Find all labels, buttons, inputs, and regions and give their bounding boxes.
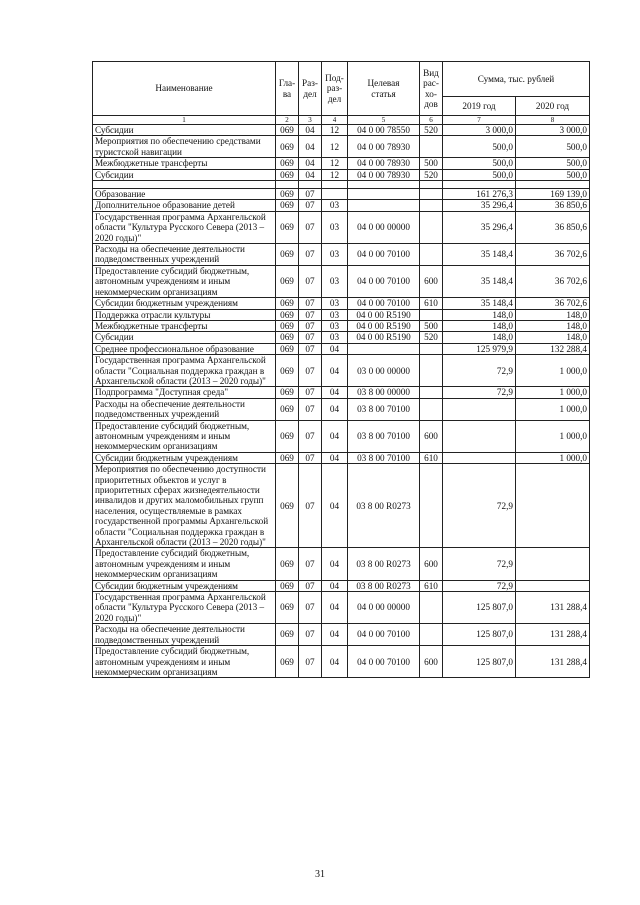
row-podrazdel: 04 [322, 343, 348, 354]
row-razdel: 07 [299, 420, 322, 452]
table-row [93, 265, 590, 297]
row-sum-2020: 169 139,0 [516, 189, 590, 200]
row-expense-type [420, 592, 443, 624]
row-glava: 069 [276, 309, 299, 320]
row-target-article: 03 0 00 00000 [348, 355, 420, 387]
row-name: Субсидии [93, 332, 276, 343]
row-name: Расходы на обеспечение деятельности подведомственных учреждений [93, 398, 276, 420]
col-header-glava: Гла- ва [276, 62, 299, 116]
row-glava: 069 [276, 298, 299, 309]
row-podrazdel: 04 [322, 592, 348, 624]
row-name: Субсидии бюджетным учреждениям [93, 580, 276, 591]
row-expense-type: 610 [420, 298, 443, 309]
row-expense-type: 500 [420, 320, 443, 331]
row-name: Субсидии бюджетным учреждениям [93, 298, 276, 309]
row-podrazdel: 12 [322, 125, 348, 136]
budget-table [92, 61, 590, 678]
row-razdel: 07 [299, 580, 322, 591]
row-sum-2020: 36 702,6 [516, 265, 590, 297]
table-row [93, 189, 590, 200]
row-podrazdel: 04 [322, 452, 348, 463]
row-glava: 069 [276, 343, 299, 354]
row-name: Предоставление субсидий бюджетным, автономным учреждениям и иным некоммерческим организациям [93, 420, 276, 452]
row-razdel: 07 [299, 298, 322, 309]
row-expense-type [420, 464, 443, 548]
row-sum-2019: 500,0 [443, 158, 516, 169]
row-sum-2020: 36 702,6 [516, 244, 590, 266]
column-index-cell: 8 [516, 116, 590, 125]
row-razdel: 04 [299, 158, 322, 169]
row-sum-2019: 148,0 [443, 320, 516, 331]
row-sum-2019: 148,0 [443, 309, 516, 320]
row-sum-2020: 1 000,0 [516, 420, 590, 452]
row-sum-2020 [516, 548, 590, 580]
row-expense-type [420, 624, 443, 646]
row-sum-2020: 500,0 [516, 136, 590, 158]
row-name: Подпрограмма "Доступная среда" [93, 387, 276, 398]
table-row [93, 211, 590, 243]
table-row [93, 298, 590, 309]
column-index-cell: 5 [348, 116, 420, 125]
empty-cell [516, 181, 590, 189]
table-row [93, 332, 590, 343]
row-sum-2019: 35 296,4 [443, 211, 516, 243]
column-index-cell: 3 [299, 116, 322, 125]
table-row [93, 624, 590, 646]
row-target-article: 04 0 00 70100 [348, 265, 420, 297]
row-name: Субсидии [93, 125, 276, 136]
row-glava: 069 [276, 200, 299, 211]
col-header-vid: Вид рас- хо- дов [420, 62, 443, 116]
row-sum-2020: 36 702,6 [516, 298, 590, 309]
row-sum-2019: 72,9 [443, 580, 516, 591]
row-sum-2020: 148,0 [516, 332, 590, 343]
row-expense-type [420, 244, 443, 266]
row-expense-type: 500 [420, 158, 443, 169]
table-row [93, 136, 590, 158]
table-row [93, 244, 590, 266]
table-row-empty [93, 181, 590, 189]
col-header-2020: 2020 год [516, 97, 590, 116]
row-razdel: 07 [299, 646, 322, 678]
row-razdel: 07 [299, 398, 322, 420]
row-razdel: 07 [299, 452, 322, 463]
row-target-article: 04 0 00 00000 [348, 592, 420, 624]
row-name: Предоставление субсидий бюджетным, автономным учреждениям и иным некоммерческим организациям [93, 646, 276, 678]
row-target-article: 03 8 00 70100 [348, 452, 420, 463]
row-podrazdel: 03 [322, 309, 348, 320]
table-row [93, 320, 590, 331]
row-name: Субсидии бюджетным учреждениям [93, 452, 276, 463]
table-row [93, 200, 590, 211]
row-razdel: 07 [299, 244, 322, 266]
row-glava: 069 [276, 464, 299, 548]
row-sum-2020 [516, 580, 590, 591]
row-razdel: 07 [299, 387, 322, 398]
row-podrazdel: 03 [322, 200, 348, 211]
col-header-podrazdel: Под- раз- дел [322, 62, 348, 116]
row-target-article [348, 343, 420, 354]
row-sum-2020: 131 288,4 [516, 592, 590, 624]
row-glava: 069 [276, 548, 299, 580]
row-podrazdel: 04 [322, 580, 348, 591]
row-sum-2019: 72,9 [443, 464, 516, 548]
row-podrazdel: 03 [322, 320, 348, 331]
row-podrazdel: 03 [322, 265, 348, 297]
row-expense-type [420, 355, 443, 387]
row-name: Поддержка отрасли культуры [93, 309, 276, 320]
row-target-article: 04 0 00 70100 [348, 244, 420, 266]
row-glava: 069 [276, 355, 299, 387]
row-sum-2019: 72,9 [443, 548, 516, 580]
table-row [93, 452, 590, 463]
row-expense-type [420, 309, 443, 320]
row-razdel: 07 [299, 265, 322, 297]
row-target-article: 03 8 00 R0273 [348, 548, 420, 580]
row-sum-2020: 1 000,0 [516, 355, 590, 387]
table-row [93, 387, 590, 398]
row-razdel: 07 [299, 189, 322, 200]
row-glava: 069 [276, 624, 299, 646]
row-razdel: 07 [299, 355, 322, 387]
row-expense-type: 600 [420, 265, 443, 297]
row-name: Дополнительное образование детей [93, 200, 276, 211]
row-glava: 069 [276, 580, 299, 591]
row-expense-type: 600 [420, 548, 443, 580]
row-name: Расходы на обеспечение деятельности подведомственных учреждений [93, 244, 276, 266]
row-target-article: 04 0 00 78930 [348, 158, 420, 169]
row-target-article: 04 0 00 70100 [348, 624, 420, 646]
column-index-cell: 2 [276, 116, 299, 125]
column-index-cell: 7 [443, 116, 516, 125]
row-podrazdel: 04 [322, 387, 348, 398]
column-index-cell: 1 [93, 116, 276, 125]
row-razdel: 04 [299, 125, 322, 136]
table-row [93, 548, 590, 580]
table-row [93, 646, 590, 678]
row-name: Мероприятия по обеспечению доступности приоритетных объектов и услуг в приоритетных сферах жизнедеятельности инвалидов и других маломобильных групп населения, осуществляемые в рамках государственной программы Архангельской области "Социальная поддержка граждан в Архангельской области (2013 – 2020 годы)" [93, 464, 276, 548]
row-expense-type [420, 211, 443, 243]
row-expense-type [420, 387, 443, 398]
row-sum-2019 [443, 452, 516, 463]
row-glava: 069 [276, 332, 299, 343]
row-name: Среднее профессиональное образование [93, 343, 276, 354]
row-podrazdel: 04 [322, 624, 348, 646]
row-target-article: 03 8 00 R0273 [348, 464, 420, 548]
row-podrazdel: 04 [322, 355, 348, 387]
empty-cell [93, 181, 276, 189]
row-glava: 069 [276, 265, 299, 297]
row-podrazdel: 04 [322, 398, 348, 420]
row-expense-type [420, 343, 443, 354]
row-expense-type: 610 [420, 580, 443, 591]
row-sum-2020: 148,0 [516, 320, 590, 331]
empty-cell [322, 181, 348, 189]
row-name: Расходы на обеспечение деятельности подведомственных учреждений [93, 624, 276, 646]
row-expense-type [420, 398, 443, 420]
row-sum-2020: 3 000,0 [516, 125, 590, 136]
row-name: Предоставление субсидий бюджетным, автономным учреждениям и иным некоммерческим организациям [93, 548, 276, 580]
row-name: Государственная программа Архангельской области "Культура Русского Севера (2013 – 2020 годы)" [93, 592, 276, 624]
col-header-target: Целевая статья [348, 62, 420, 116]
row-sum-2019: 125 807,0 [443, 646, 516, 678]
table-row [93, 580, 590, 591]
row-expense-type: 520 [420, 125, 443, 136]
row-expense-type: 520 [420, 169, 443, 180]
row-sum-2020: 36 850,6 [516, 200, 590, 211]
row-sum-2019: 148,0 [443, 332, 516, 343]
column-index-row [93, 116, 590, 125]
row-expense-type [420, 189, 443, 200]
row-sum-2020: 131 288,4 [516, 624, 590, 646]
empty-cell [348, 181, 420, 189]
row-name: Мероприятия по обеспечению средствами туристской навигации [93, 136, 276, 158]
row-glava: 069 [276, 646, 299, 678]
row-sum-2019: 35 148,4 [443, 298, 516, 309]
row-expense-type [420, 136, 443, 158]
row-glava: 069 [276, 592, 299, 624]
table-row [93, 343, 590, 354]
row-glava: 069 [276, 158, 299, 169]
col-header-name: Наименование [93, 62, 276, 116]
empty-cell [276, 181, 299, 189]
row-sum-2019: 500,0 [443, 169, 516, 180]
row-sum-2020: 500,0 [516, 158, 590, 169]
row-sum-2019: 125 807,0 [443, 624, 516, 646]
page-number: 31 [315, 869, 325, 880]
row-name: Образование [93, 189, 276, 200]
row-sum-2020: 1 000,0 [516, 387, 590, 398]
row-podrazdel: 03 [322, 298, 348, 309]
row-glava: 069 [276, 211, 299, 243]
row-razdel: 07 [299, 592, 322, 624]
table-row [93, 464, 590, 548]
row-sum-2019: 35 148,4 [443, 244, 516, 266]
row-target-article [348, 189, 420, 200]
row-podrazdel: 04 [322, 646, 348, 678]
row-target-article: 04 0 00 R5190 [348, 320, 420, 331]
row-sum-2020: 132 288,4 [516, 343, 590, 354]
row-razdel: 07 [299, 309, 322, 320]
table-row [93, 169, 590, 180]
row-podrazdel: 12 [322, 158, 348, 169]
table-row [93, 592, 590, 624]
row-name: Межбюджетные трансферты [93, 158, 276, 169]
row-glava: 069 [276, 420, 299, 452]
row-razdel: 07 [299, 343, 322, 354]
row-razdel: 04 [299, 169, 322, 180]
row-glava: 069 [276, 244, 299, 266]
empty-cell [299, 181, 322, 189]
row-expense-type: 600 [420, 420, 443, 452]
empty-cell [443, 181, 516, 189]
row-sum-2019: 72,9 [443, 387, 516, 398]
row-target-article: 04 0 00 70100 [348, 298, 420, 309]
row-glava: 069 [276, 125, 299, 136]
column-index-cell: 4 [322, 116, 348, 125]
row-target-article: 04 0 00 78930 [348, 169, 420, 180]
row-podrazdel: 04 [322, 464, 348, 548]
row-sum-2020: 1 000,0 [516, 398, 590, 420]
row-sum-2020: 131 288,4 [516, 646, 590, 678]
row-glava: 069 [276, 320, 299, 331]
row-podrazdel: 12 [322, 169, 348, 180]
row-sum-2019: 35 296,4 [443, 200, 516, 211]
row-target-article [348, 200, 420, 211]
row-sum-2019: 500,0 [443, 136, 516, 158]
row-target-article: 03 8 00 70100 [348, 398, 420, 420]
row-podrazdel: 12 [322, 136, 348, 158]
row-sum-2019: 161 276,3 [443, 189, 516, 200]
row-sum-2019: 35 148,4 [443, 265, 516, 297]
row-sum-2020 [516, 464, 590, 548]
table-body [93, 116, 590, 678]
row-razdel: 07 [299, 624, 322, 646]
table-row [93, 125, 590, 136]
row-expense-type: 520 [420, 332, 443, 343]
row-target-article: 04 0 00 70100 [348, 646, 420, 678]
row-razdel: 04 [299, 136, 322, 158]
row-sum-2020: 500,0 [516, 169, 590, 180]
table-row [93, 420, 590, 452]
row-podrazdel: 03 [322, 332, 348, 343]
row-target-article: 04 0 00 R5190 [348, 309, 420, 320]
row-sum-2020: 36 850,6 [516, 211, 590, 243]
row-target-article: 03 8 00 70100 [348, 420, 420, 452]
table-row [93, 355, 590, 387]
row-razdel: 07 [299, 548, 322, 580]
row-glava: 069 [276, 452, 299, 463]
row-target-article: 04 0 00 78550 [348, 125, 420, 136]
row-sum-2019 [443, 398, 516, 420]
row-name: Государственная программа Архангельской области "Культура Русского Севера (2013 – 2020 годы)" [93, 211, 276, 243]
row-target-article: 04 0 00 R5190 [348, 332, 420, 343]
row-razdel: 07 [299, 464, 322, 548]
col-header-razdel: Раз- дел [299, 62, 322, 116]
row-podrazdel: 03 [322, 244, 348, 266]
row-expense-type [420, 200, 443, 211]
row-name: Межбюджетные трансферты [93, 320, 276, 331]
row-expense-type: 610 [420, 452, 443, 463]
row-name: Субсидии [93, 169, 276, 180]
table-row [93, 158, 590, 169]
row-sum-2019 [443, 420, 516, 452]
row-target-article: 03 8 00 00000 [348, 387, 420, 398]
row-sum-2020: 1 000,0 [516, 452, 590, 463]
row-razdel: 07 [299, 200, 322, 211]
table-row [93, 398, 590, 420]
row-target-article: 04 0 00 78930 [348, 136, 420, 158]
table-row [93, 309, 590, 320]
row-razdel: 07 [299, 332, 322, 343]
row-razdel: 07 [299, 211, 322, 243]
row-name: Предоставление субсидий бюджетным, автономным учреждениям и иным некоммерческим организациям [93, 265, 276, 297]
column-index-cell: 6 [420, 116, 443, 125]
row-sum-2019: 72,9 [443, 355, 516, 387]
row-sum-2019: 125 807,0 [443, 592, 516, 624]
col-header-2019: 2019 год [443, 97, 516, 116]
row-name: Государственная программа Архангельской области "Социальная поддержка граждан в Архангельской области (2013 – 2020 годы)" [93, 355, 276, 387]
row-glava: 069 [276, 387, 299, 398]
row-glava: 069 [276, 136, 299, 158]
row-sum-2020: 148,0 [516, 309, 590, 320]
row-razdel: 07 [299, 320, 322, 331]
row-target-article: 03 8 00 R0273 [348, 580, 420, 591]
row-sum-2019: 125 979,9 [443, 343, 516, 354]
budget-table-page [92, 61, 589, 678]
row-podrazdel: 04 [322, 420, 348, 452]
row-glava: 069 [276, 169, 299, 180]
col-header-sum: Сумма, тыс. рублей [443, 62, 590, 97]
row-glava: 069 [276, 398, 299, 420]
row-podrazdel: 04 [322, 548, 348, 580]
row-sum-2019: 3 000,0 [443, 125, 516, 136]
empty-cell [420, 181, 443, 189]
row-expense-type: 600 [420, 646, 443, 678]
row-target-article: 04 0 00 00000 [348, 211, 420, 243]
row-podrazdel: 03 [322, 211, 348, 243]
row-glava: 069 [276, 189, 299, 200]
row-podrazdel [322, 189, 348, 200]
